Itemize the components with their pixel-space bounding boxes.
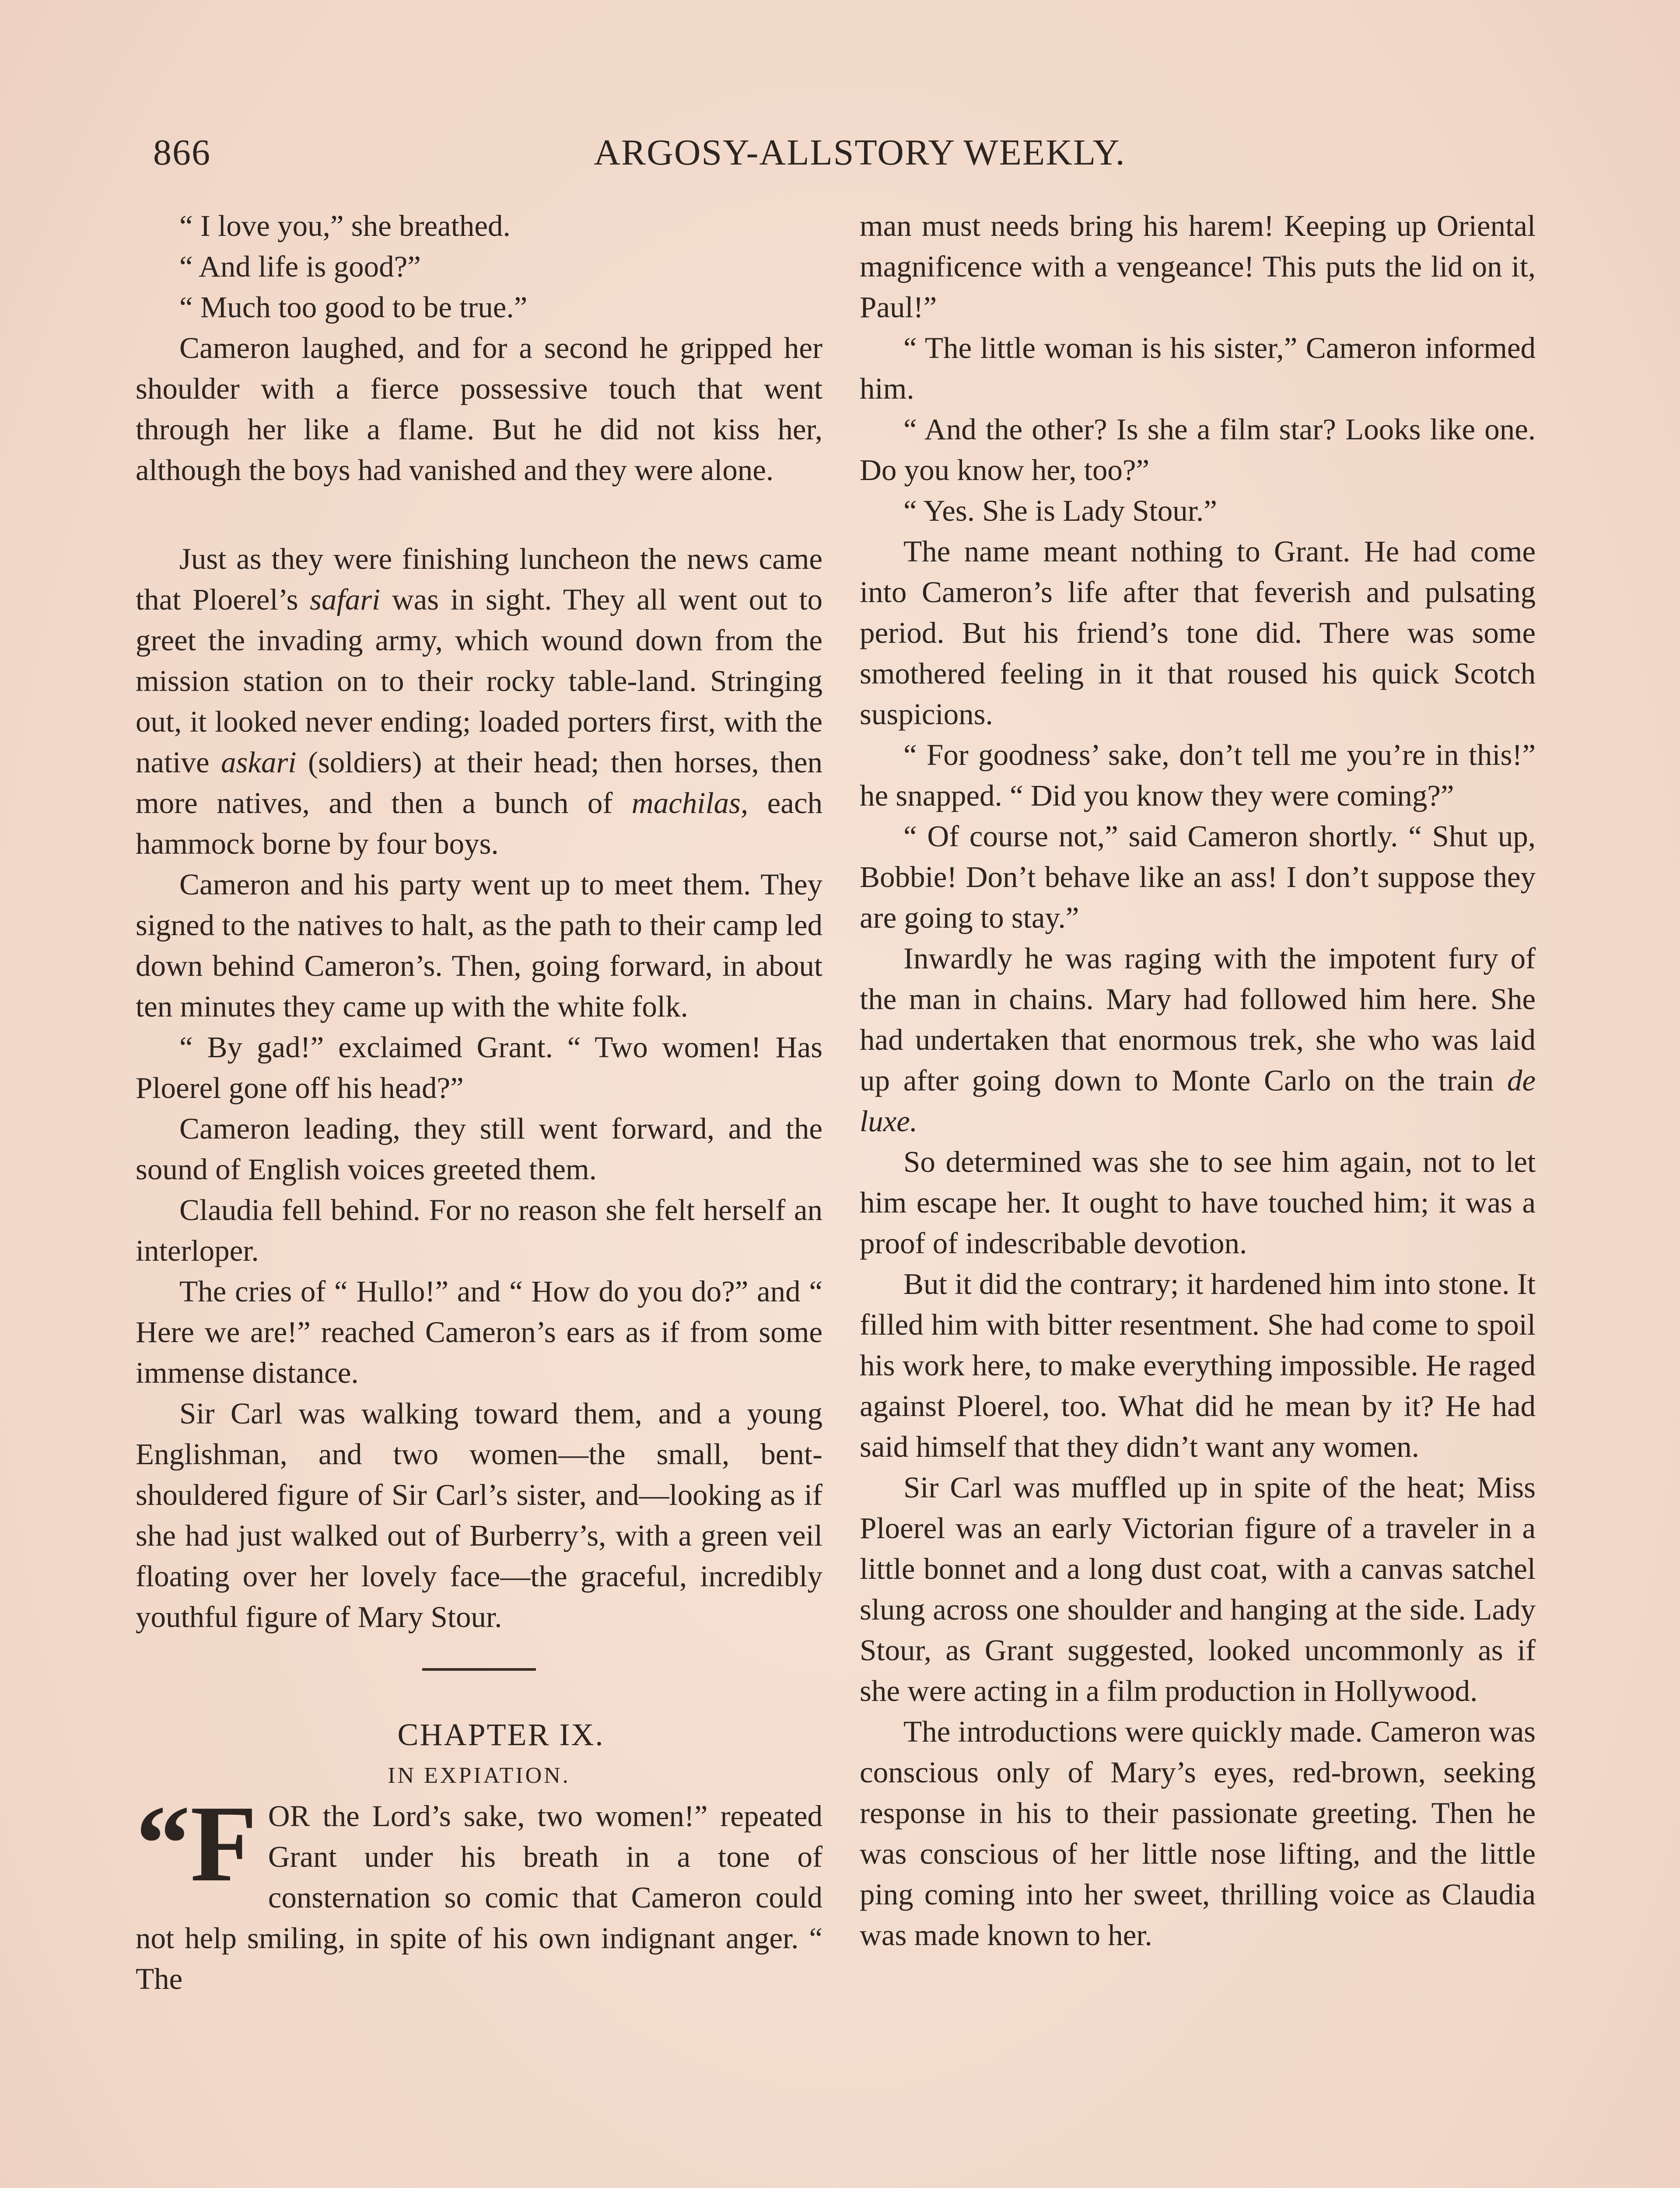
right-column [860, 206, 1536, 1956]
paragraph: But it did the contrary; it hardened him into stone. It filled him with bitter resentment. She had come to spoil his work here, to make everything impossible. He raged against Ploerel, too. What did he mean by it? He had said himself that they didn’t want any women. [860, 1267, 1536, 1463]
paragraph: “ Much too good to be true.” [179, 291, 528, 324]
chapter-subtitle: IN EXPIATION. [388, 1763, 570, 1788]
paragraph: “ And the other? Is she a film star? Looks like one. Do you know her, too?” [860, 413, 1536, 487]
paragraph: “ For goodness’ sake, don’t tell me you’re in this!” he snapped. “ Did you know they were coming?” [860, 738, 1536, 812]
chapter-heading: CHAPTER IX. [397, 1717, 605, 1752]
page-number: 866 [153, 132, 211, 173]
paragraph: “F OR the Lord’s sake, two women!” repeated Grant under his breath in a tone of consternation so comic that Cameron could not help smiling, in spite of his own indignant anger. “ The [136, 1783, 822, 1995]
chapter-divider [422, 1668, 536, 1671]
paragraph: Claudia fell behind. For no reason she felt herself an interloper. [136, 1193, 822, 1267]
paragraph: “ And life is good?” [179, 250, 421, 283]
paragraph: “ The little woman is his sister,” Cameron informed him. [860, 331, 1536, 405]
paragraph: Cameron laughed, and for a second he gripped her shoulder with a fierce possessive touch that went through her like a flame. But he did not kiss her, although the boys had vanished and they were alone. [136, 331, 822, 487]
paragraph: The introductions were quickly made. Cameron was conscious only of Mary’s eyes, red-brown, seeking response in his to their passionate greeting. Then he was conscious of her little nose lifting, and the little ping coming into her sweet, thrilling voice as Claudia was made known to her. [860, 1715, 1536, 1952]
paragraph: “ By gad!” exclaimed Grant. “ Two women! Has Ploerel gone off his head?” [136, 1031, 822, 1105]
paragraph: Cameron and his party went up to meet them. They signed to the natives to halt, as the path to their camp led down behind Cameron’s. Then, going forward, in about ten minutes they came up with the white folk. [136, 868, 822, 1023]
paragraph: Sir Carl was walking toward them, and a young Englishman, and two women—the small, bent-shouldered figure of Sir Carl’s sister, and—looking as if she had just walked out of Burberry’s, with a green veil floating over her lovely face—the graceful, incredibly youthful figure of Mary Stour. [136, 1397, 822, 1634]
magazine-title: ARGOSY-ALLSTORY WEEKLY. [594, 132, 1126, 173]
paragraph: The name meant nothing to Grant. He had come into Cameron’s life after that feverish and pulsating period. But his friend’s tone did. There was some smothered feeling in it that roused his quick Scotch suspicions. [860, 535, 1536, 731]
paragraph: “ Of course not,” said Cameron shortly. “ Shut up, Bobbie! Don’t behave like an ass! I don’t suppose they are going to stay.” [860, 820, 1536, 934]
paragraph: Cameron leading, they still went forward, and the sound of English voices greeted them. [136, 1112, 822, 1186]
page-header [153, 131, 1531, 179]
left-column [136, 206, 822, 1999]
paragraph: Just as they were finishing luncheon the news came that Ploerel’s safari was in sight. They all went out to greet the invading army, which wound down from the mission station on to their rocky table-land. Stringing out, it looked never ending; loaded porters first, with the native askari (soldiers) at their head; then horses, then more natives, and then a bunch of machilas, each hammock borne by four boys. [136, 542, 822, 860]
paragraph: Sir Carl was muffled up in spite of the heat; Miss Ploerel was an early Victorian figure of a traveler in a little bonnet and a long dust coat, with a canvas satchel slung across one shoulder and hanging at the side. Lady Stour, as Grant suggested, looked uncommonly as if she were acting in a film production in Hollywood. [860, 1471, 1536, 1708]
drop-cap: “F [136, 1783, 257, 1904]
paragraph: So determined was she to see him again, not to let him escape her. It ought to have touched him; it was a proof of indescribable devotion. [860, 1145, 1536, 1260]
paragraph: “ I love you,” she breathed. [179, 209, 511, 242]
paragraph: The cries of “ Hullo!” and “ How do you do?” and “ Here we are!” reached Cameron’s ears as if from some immense distance. [136, 1275, 822, 1389]
paragraph: man must needs bring his harem! Keeping up Oriental magnificence with a vengeance! This puts the lid on it, Paul!” [860, 209, 1536, 324]
paragraph: “ Yes. She is Lady Stour.” [903, 494, 1217, 527]
section-break [136, 491, 822, 539]
paragraph: Inwardly he was raging with the impotent fury of the man in chains. Mary had followed him here. She had undertaken that enormous trek, she who was laid up after going down to Monte Carlo on the train de luxe. [860, 942, 1536, 1138]
